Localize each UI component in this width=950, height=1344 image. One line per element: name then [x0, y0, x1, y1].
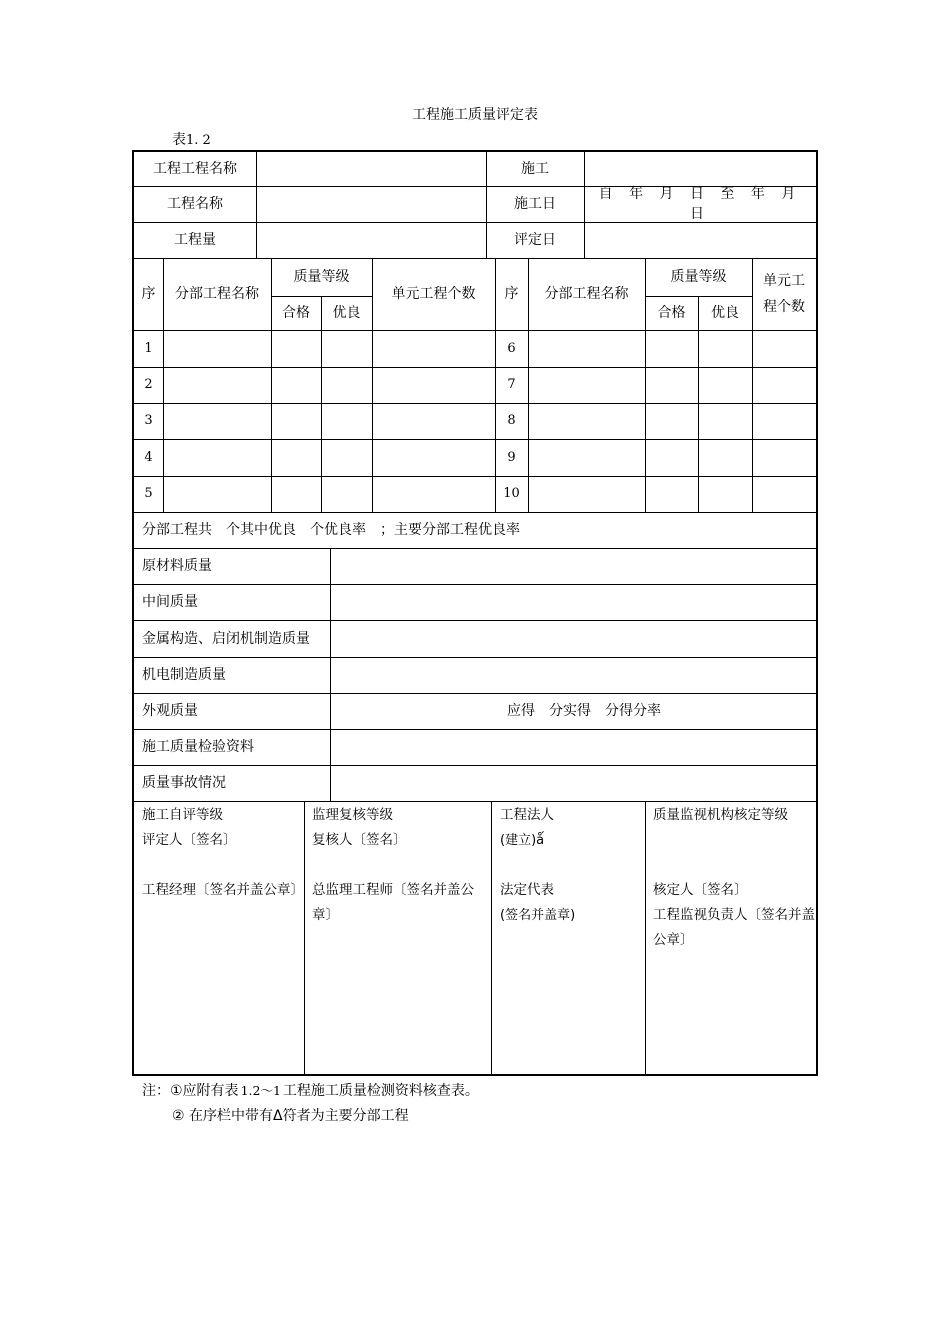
quality-row-value[interactable]	[330, 765, 816, 801]
signature-legal-entity[interactable]	[500, 803, 642, 928]
construction-date-label: 施工日	[514, 196, 556, 212]
sig-line: 工程经理〔签名并盖公章〕	[142, 882, 304, 898]
quantity-label: 工程量	[174, 232, 216, 248]
eval-date-label: 评定日	[514, 232, 556, 248]
page-title: 工程施工质量评定表	[412, 107, 538, 123]
seq-header-right: 序	[504, 286, 519, 302]
work-name-field[interactable]	[256, 186, 486, 222]
work-name-label: 工程名称	[167, 196, 223, 212]
sig-gap	[653, 828, 815, 853]
construction-date-range[interactable]: 自 年 月 日 至 年 月 日	[598, 186, 802, 222]
row-number: 7	[507, 377, 516, 392]
rule	[134, 801, 816, 802]
seq-header-left: 序	[141, 286, 156, 302]
rule	[134, 476, 816, 477]
rule	[134, 330, 816, 331]
table-number-prefix: 表	[172, 132, 186, 148]
note-1-suffix: 工程施工质量检测资料核查表。	[282, 1083, 479, 1099]
sig-line: 评定人〔签名〕	[142, 832, 237, 848]
sig-line: 章〕	[312, 907, 339, 923]
signature-contractor[interactable]	[142, 803, 302, 903]
rule	[134, 367, 816, 368]
sig-line: (建立)ǻ	[500, 833, 545, 848]
note-1-ref: 1.2～1	[240, 1083, 281, 1098]
good-header-right: 优良	[711, 305, 739, 321]
quality-grade-header-right: 质量等级	[670, 269, 727, 285]
sig-line: (签名并盖章)	[500, 908, 576, 923]
quality-row-value[interactable]	[330, 584, 816, 620]
project-name-field[interactable]	[256, 152, 486, 186]
row-number: 6	[507, 340, 516, 356]
quality-row-label: 机电制造质量	[142, 667, 226, 683]
quality-row-label: 外观质量	[142, 703, 198, 719]
sig-line: 复核人〔签名〕	[312, 832, 407, 848]
quality-row-value[interactable]	[330, 620, 816, 657]
sig-line: 施工自评等级	[142, 807, 223, 823]
quality-row-label: 中间质量	[142, 594, 198, 610]
unit-count-header-right: 单元工程个数	[763, 273, 805, 315]
rule	[645, 801, 646, 1074]
quality-row-value[interactable]	[330, 657, 816, 693]
table-number	[172, 129, 211, 149]
sig-line: 总监理工程师〔签名并盖公	[312, 882, 474, 898]
sig-gap	[500, 853, 642, 878]
sig-gap	[653, 853, 815, 878]
quality-row-label: 质量事故情况	[142, 775, 226, 791]
note-1	[142, 1081, 479, 1101]
sig-gap	[312, 853, 490, 878]
quality-grade-header-left: 质量等级	[293, 269, 350, 285]
quality-row-label: 原材料质量	[142, 558, 212, 574]
construction-field[interactable]	[584, 152, 816, 186]
quality-row-value[interactable]	[330, 729, 816, 765]
rule	[134, 439, 816, 440]
pass-header-left: 合格	[282, 305, 310, 321]
row-number: 2	[144, 377, 153, 392]
signature-supervisor[interactable]	[312, 803, 490, 928]
quantity-field[interactable]	[256, 222, 486, 258]
row-number: 5	[144, 486, 153, 501]
sig-line: 公章〕	[653, 932, 694, 948]
quality-row-label: 金属构造、启闭机制造质量	[142, 630, 310, 647]
sig-line: 监理复核等级	[312, 807, 393, 823]
rule	[304, 801, 305, 1074]
row-number: 8	[507, 413, 516, 428]
rule	[134, 403, 816, 404]
project-name-label: 工程工程名称	[153, 161, 237, 177]
table-number-value: 1. 2	[186, 133, 211, 148]
sig-line: 法定代表	[500, 882, 554, 898]
sig-line: 工程监视负责人〔签名并盖	[653, 907, 815, 923]
pass-header-right: 合格	[657, 305, 686, 321]
appearance-score-text[interactable]: 应得 分实得 分得分率	[507, 703, 661, 719]
sig-line: 质量监视机构核定等级	[653, 807, 788, 823]
good-header-left: 优良	[332, 305, 361, 321]
row-number: 4	[144, 449, 153, 465]
construction-label: 施工	[521, 161, 549, 177]
evaluation-form-table	[132, 150, 818, 1076]
part-name-header-left: 分部工程名称	[175, 286, 259, 302]
quality-row-label: 施工质量检验资料	[142, 739, 254, 755]
row-number: 10	[503, 486, 520, 501]
signature-quality-supervision[interactable]	[653, 803, 815, 953]
eval-date-field[interactable]	[584, 222, 816, 258]
sig-gap	[142, 853, 302, 878]
row-number: 9	[507, 449, 516, 465]
note-2: ② 在序栏中带有Δ符者为主要分部工程	[172, 1108, 409, 1124]
summary-row[interactable]: 分部工程共 个其中优良 个优良率 ；主要分部工程优良率	[142, 522, 520, 538]
quality-row-value[interactable]	[330, 548, 816, 584]
unit-count-header-left: 单元工程个数	[391, 286, 476, 302]
sig-line: 工程法人	[500, 807, 554, 823]
rule	[491, 801, 492, 1074]
row-number: 1	[144, 340, 153, 356]
row-number: 3	[144, 413, 153, 428]
sig-line: 核定人〔签名〕	[653, 882, 748, 898]
note-1-prefix: 注：①应附有表	[142, 1083, 239, 1099]
part-name-header-right: 分部工程名称	[544, 286, 629, 302]
